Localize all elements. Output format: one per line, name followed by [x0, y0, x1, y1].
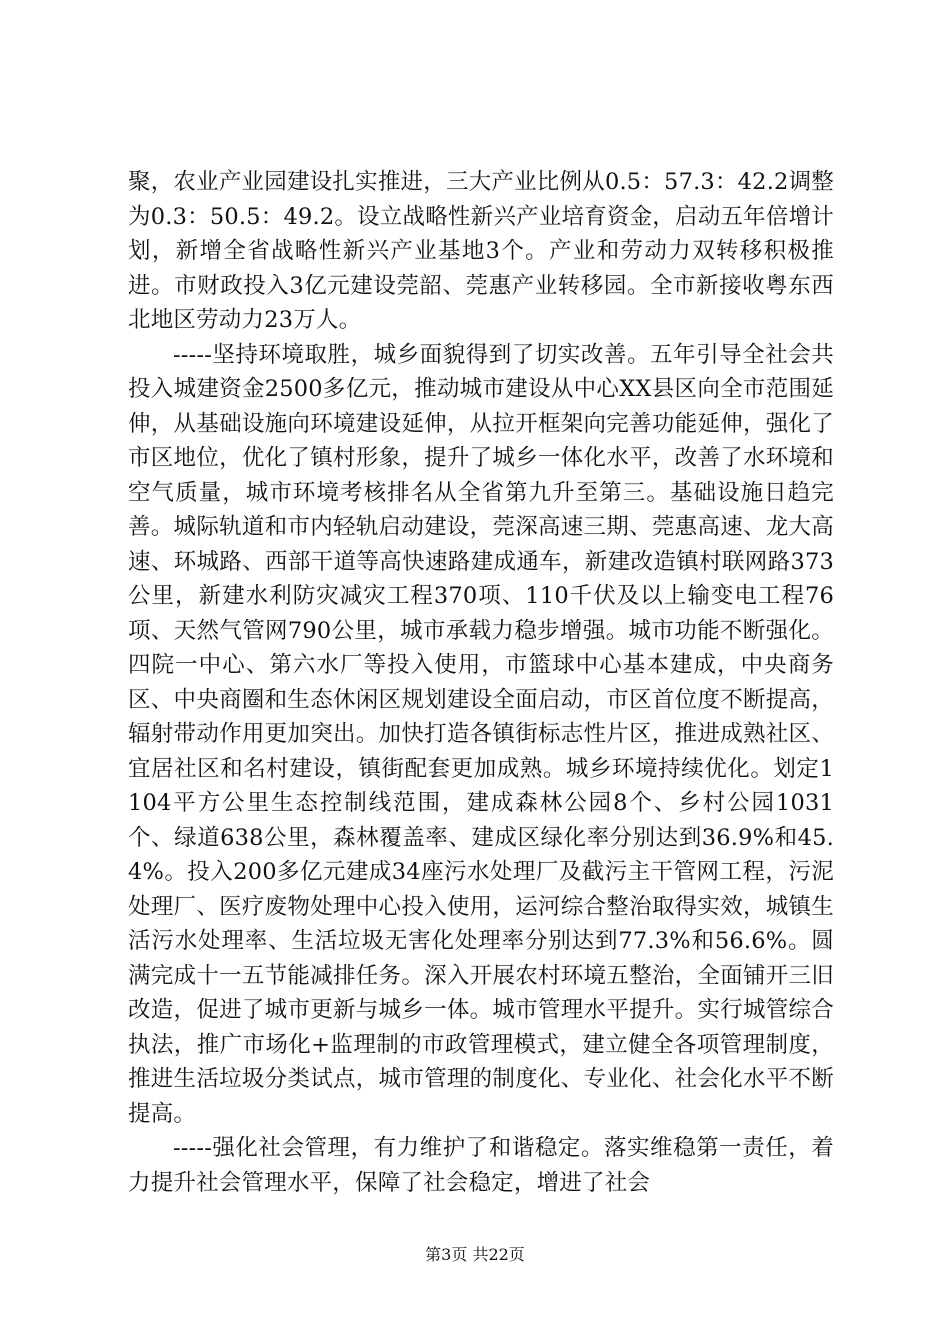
paragraph-2: -----坚持环境取胜，城乡面貌得到了切实改善。五年引导全社会共投入城建资金2500多亿元，推动城市建设从中心XX县区向全市范围延伸，从基础设施向环境建设延伸，从拉开框架向完善功能延伸，强化了市区地位，优化了镇村形象，提升了城乡一体化水平，改善了水环境和空气质量，城市环境考核排名从全省第九升至第三。基础设施日趋完善。城际轨道和市内轻轨启动建设，莞深高速三期、莞惠高速、龙大高速、环城路、西部干道等高快速路建成通车，新建改造镇村联网路373公里，新建水利防灾减灾工程370项、110千伏及以上输变电工程76项、天然气管网790公里，城市承载力稳步增强。城市功能不断强化。四院一中心、第六水厂等投入使用，市篮球中心基本建成，中央商务区、中央商圈和生态休闲区规划建设全面启动，市区首位度不断提高，辐射带动作用更加突出。加快打造各镇街标志性片区，推进成熟社区、宜居社区和名村建设，镇街配套更加成熟。城乡环境持续优化。划定1104平方公里生态控制线范围，建成森林公园8个、乡村公园1031个、绿道638公里，森林覆盖率、建成区绿化率分别达到36.9%和45.4%。投入200多亿元建成34座污水处理厂及截污主干管网工程，污泥处理厂、医疗废物处理中心投入使用，运河综合整治取得实效，城镇生活污水处理率、生活垃圾无害化处理率分别达到77.3%和56.6%。圆满完成十一五节能减排任务。深入开展农村环境五整治，全面铺开三旧改造，促进了城市更新与城乡一体。城市管理水平提升。实行城管综合执法，推广市场化+监理制的市政管理模式，建立健全各项管理制度，推进生活垃圾分类试点，城市管理的制度化、专业化、社会化水平不断提高。: [128, 341, 834, 1127]
paragraph-1: 聚，农业产业园建设扎实推进，三大产业比例从0.5：57.3：42.2调整为0.3：50.5：49.2。设立战略性新兴产业培育资金，启动五年倍增计划，新增全省战略性新兴产业基地3个。产业和劳动力双转移积极推进。市财政投入3亿元建设莞韶、莞惠产业转移园。全市新接收粤东西北地区劳动力23万人。: [128, 169, 834, 333]
paragraph-3: -----强化社会管理，有力维护了和谐稳定。落实维稳第一责任，着力提升社会管理水平，保障了社会稳定，增进了社会: [128, 1135, 834, 1196]
document-body: [128, 165, 834, 1200]
page-footer: 第3页 共22页: [425, 1245, 525, 1264]
